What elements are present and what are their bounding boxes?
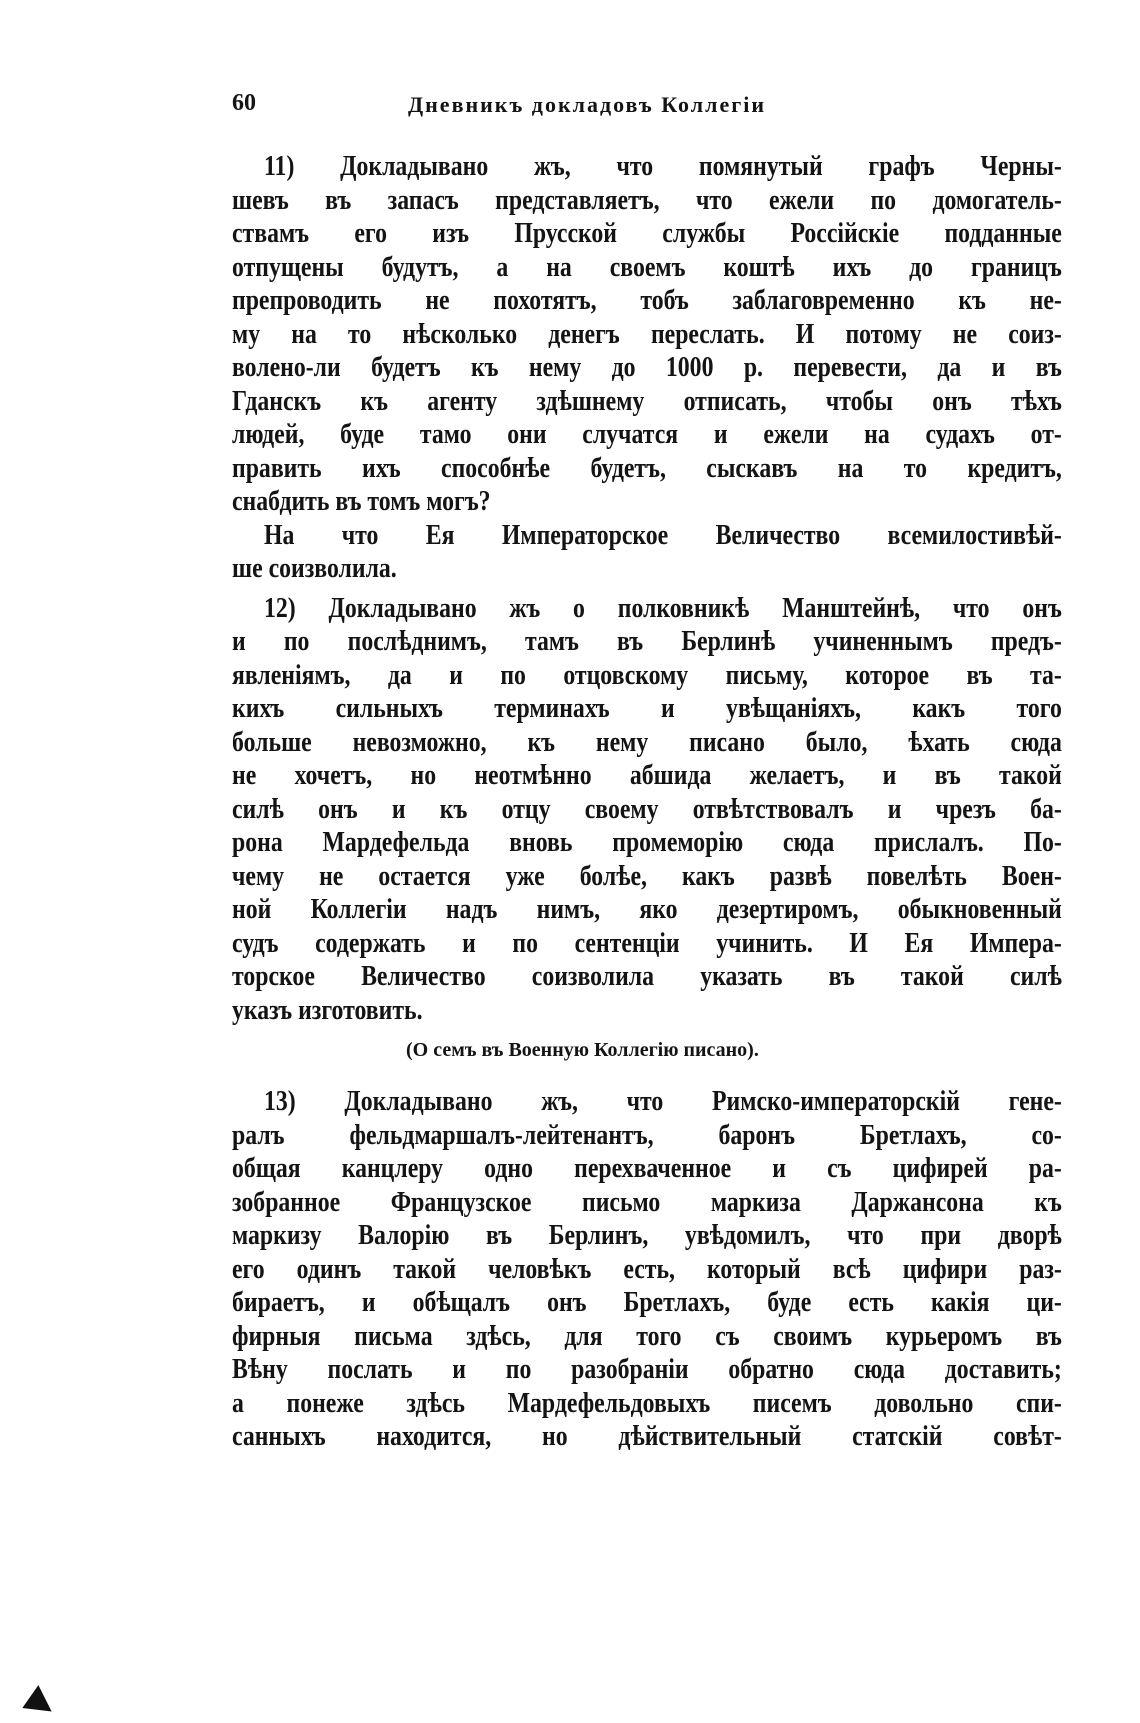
text-line: чему не остается уже болѣе, какъ развѣ повелѣть Воен- — [232, 859, 1062, 892]
running-head: Дневникъ докладовъ Коллегіи — [408, 92, 766, 117]
text-line: маркизу Валорію въ Берлинъ, увѣдомилъ, что при дворѣ — [232, 1219, 1062, 1251]
text-line: 12) Докладывано жъ о полковникѣ Манштейнѣ, что онъ — [263, 591, 1062, 624]
page-header — [232, 90, 1062, 130]
text-line: ралъ фельдмаршалъ-лейтенантъ, баронъ Бретлахъ, со- — [232, 1118, 1062, 1151]
text-line: препроводить не похотятъ, тобъ заблаговременно къ не- — [232, 284, 1062, 316]
text-line: не хочетъ, но неотмѣнно абшида желаетъ, и въ такой — [232, 759, 1062, 791]
text-line: торское Величество соизволила указать въ такой силѣ — [232, 960, 1062, 992]
text-line: 11) Докладывано жъ, что помянутый графъ Черны- — [263, 150, 1062, 182]
text-line: людей, буде тамо они случатся и ежели на судахъ от- — [232, 418, 1062, 450]
text-line: На что Ея Императорское Величество всемилостивѣй- — [263, 518, 1062, 551]
paragraph-11 — [232, 150, 1062, 519]
text-line: явленіямъ, да и по отцовскому письму, которое въ та- — [232, 658, 1062, 691]
text-line: зобранное Французское письмо маркиза Даржансона къ — [232, 1185, 1062, 1218]
text-line: указъ изготовить. — [232, 993, 423, 1026]
text-line: ной Коллегіи надъ нимъ, яко дезертиромъ, обыкновенный — [232, 893, 1062, 925]
text-line: шевъ въ запасъ представляетъ, что ежели по домогатель- — [232, 183, 1062, 216]
text-line: править ихъ способнѣе будетъ, сыскавъ на то кредитъ, — [232, 451, 1062, 484]
text-line: силѣ онъ и къ отцу своему отвѣтствовалъ и чрезъ ба- — [232, 792, 1062, 825]
text-line: а понеже здѣсь Мардефельдовыхъ писемъ довольно спи- — [232, 1386, 1062, 1419]
editorial-note-block — [232, 1027, 1062, 1085]
paragraph-13 — [232, 1085, 1062, 1454]
body-text — [232, 150, 1062, 1454]
text-line: снабдить въ томъ могъ? — [232, 485, 491, 517]
text-line: Вѣну послать и по разобраніи обратно сюда доставить; — [232, 1353, 1062, 1385]
text-line: ствамъ его изъ Прусской службы Россійскіе подданные — [232, 217, 1062, 249]
text-line: волено-ли будетъ къ нему до 1000 р. перевести, да и въ — [232, 351, 1062, 383]
paragraph-12 — [232, 592, 1062, 1028]
text-line: и по послѣднимъ, тамъ въ Берлинѣ учиненнымъ предъ- — [232, 625, 1062, 657]
page-number: 60 — [232, 90, 256, 116]
text-line: фирныя письма здѣсь, для того съ своимъ курьеромъ въ — [232, 1319, 1062, 1352]
text-line: му на то нѣсколько денегъ переслать. И потому не соиз- — [232, 317, 1062, 350]
paragraph-resolution — [232, 519, 1062, 586]
text-line: рона Мардефельда вновь промеморію сюда прислалъ. По- — [232, 826, 1062, 858]
text-line: бираетъ, и обѣщалъ онъ Бретлахъ, буде есть какія ци- — [232, 1286, 1062, 1318]
text-line: больше невозможно, къ нему писано было, ѣхать сюда — [232, 725, 1062, 758]
text-line: 13) Докладывано жъ, что Римско-императорскій гене- — [263, 1085, 1062, 1117]
text-line: кихъ сильныхъ терминахъ и увѣщаніяхъ, какъ того — [232, 692, 1062, 724]
text-line: общая канцлеру одно перехваченное и съ цифирей ра- — [232, 1152, 1062, 1184]
text-line: Гданскъ къ агенту здѣшнему отписать, чтобы онъ тѣхъ — [232, 384, 1062, 417]
editorial-note: (О семъ въ Военную Коллегію писано). — [406, 1039, 759, 1061]
text-line: санныхъ находится, но дѣйствительный статскій совѣт- — [232, 1420, 1062, 1452]
text-line: его одинъ такой человѣкъ есть, который всѣ цифири раз- — [232, 1252, 1062, 1285]
text-line: судъ содержать и по сентенціи учинить. И Ея Импера- — [232, 926, 1062, 959]
text-line: ше соизволила. — [232, 552, 397, 584]
scan-corner-mark — [22, 1685, 59, 1723]
text-line: отпущены будутъ, а на своемъ коштѣ ихъ до границъ — [232, 250, 1062, 283]
